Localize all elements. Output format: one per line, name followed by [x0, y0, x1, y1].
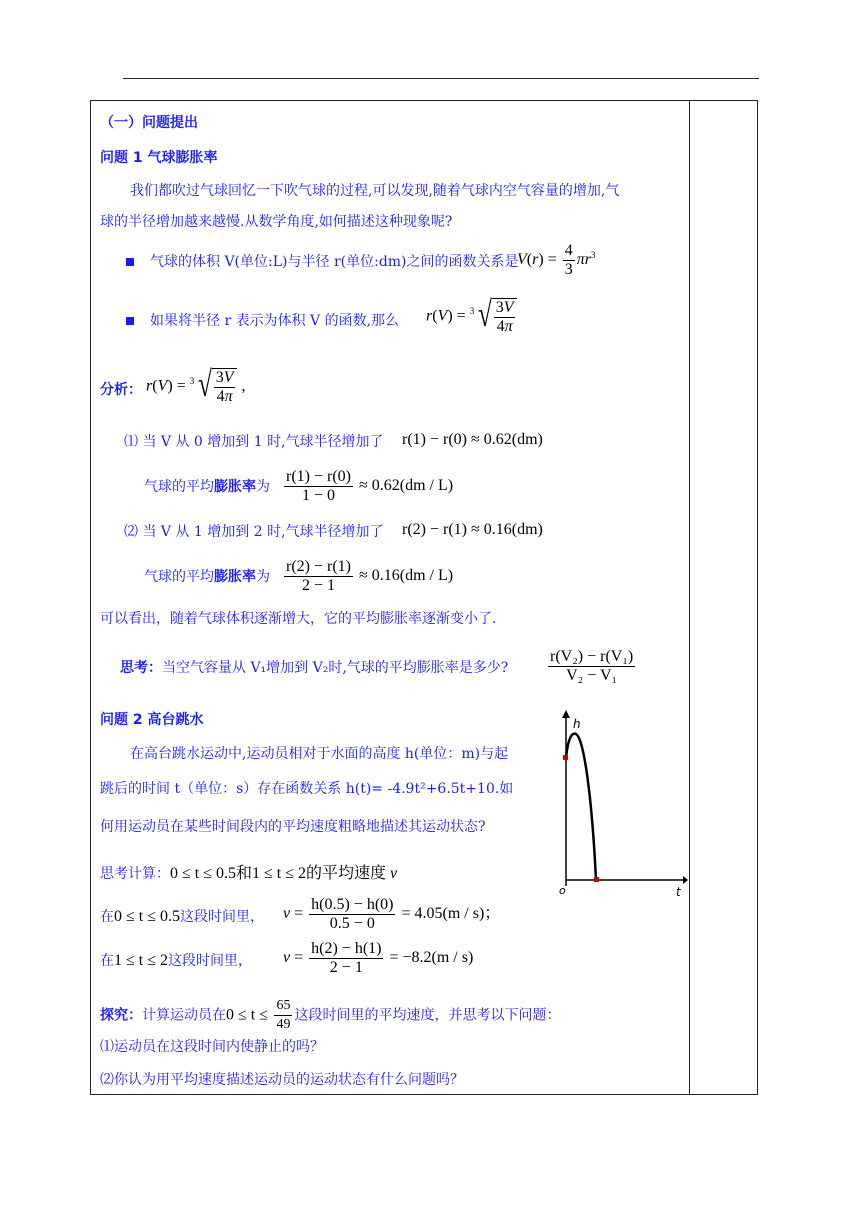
radius-formula: r(V) = 3 √ $\frac{3V}{4\pi}$: [426, 298, 517, 336]
h-axis-arrow-icon: [562, 710, 570, 718]
section-title: （一）问题提出: [100, 115, 198, 131]
header-rule: [123, 78, 759, 79]
problem1-heading: 问题 1 气球膨胀率: [100, 150, 218, 166]
bullet1-text: 气球的体积 V(单位:L)与半径 r(单位:dm)之间的函数关系是: [150, 254, 519, 270]
bullet-square-icon: [126, 258, 134, 266]
avg1-label: 气球的平均膨胀率为: [144, 479, 270, 495]
avg1-formula: $\frac{r(1) - r(0)}{1 - 0}$ ≈ 0.62(dm / L): [286, 468, 454, 504]
bullet2-text: 如果将半径 r 表示为体积 V 的函数,那么: [150, 313, 400, 329]
volume-formula: V(r) = $\frac{4}{3}$ $\pi r^3$: [517, 242, 596, 278]
conclusion-text: 可以看出，随着气球体积逐渐增大，它的平均膨胀率逐渐变小了.: [100, 611, 497, 627]
bullet-square-icon: [126, 317, 134, 325]
question2: ⑵你认为用平均速度描述运动员的运动状态有什么问题吗？: [100, 1072, 464, 1088]
think-line: 思考：当空气容量从 V₁增加到 V₂时,气球的平均膨胀率是多少?: [120, 660, 509, 676]
question1: ⑴运动员在这段时间内使静止的吗？: [100, 1039, 324, 1055]
graph-x-label: t: [676, 885, 681, 898]
think-formula: $\frac{\text{r(V₂) − r(V₁)}}{\text{V₂ − V₁}}$: [550, 648, 634, 684]
segment1-formula: v = $\frac{h(0.5) - h(0)}{0.5 - 0}$ = 4.05(m / s)；: [283, 896, 501, 932]
step1-result: r(1) − r(0) ≈ 0.62(dm): [402, 431, 543, 448]
problem2-intro-line1: 在高台跳水运动中,运动员相对于水面的高度 h(单位：m)与起: [130, 746, 509, 762]
graph-origin-label: o: [559, 884, 566, 897]
t-axis-arrow-icon: [683, 876, 688, 884]
problem2-intro-line2: 跳后的时间 t（单位：s）存在函数关系 h(t)= -4.9t²+6.5t+10.如: [100, 781, 514, 797]
trajectory-curve: [566, 734, 596, 880]
problem1-intro-line1: 我们都吹过气球回忆一下吹气球的过程,可以发现,随着气球内空气容量的增加,气: [130, 183, 620, 199]
graph-y-label: h: [573, 717, 581, 731]
problem1-intro-line2: 球的半径增加越来越慢.从数学角度,如何描述这种现象呢?: [100, 214, 453, 230]
avg2-formula: $\frac{r(2) - r(1)}{2 - 1}$ ≈ 0.16(dm / L): [286, 558, 454, 594]
end-marker: [594, 877, 599, 882]
table-column-divider: [689, 100, 690, 1095]
segment2-formula: v = $\frac{h(2) - h(1)}{2 - 1}$ = −8.2(m / s): [283, 940, 474, 976]
step2-text: ⑵ 当 V 从 1 增加到 2 时,气球半径增加了: [124, 524, 384, 540]
explore-line: 探究：计算运动员在0 ≤ t ≤ $\frac{65}{49}$ 这段时间里的平均速度，并思考以下问题：: [100, 998, 561, 1032]
avg2-label: 气球的平均膨胀率为: [144, 569, 270, 585]
start-marker: [563, 755, 568, 760]
segment1-line: 在0 ≤ t ≤ 0.5这段时间里，: [100, 908, 265, 925]
step2-result: r(2) − r(1) ≈ 0.16(dm): [402, 521, 543, 538]
step1-text: ⑴ 当 V 从 0 增加到 1 时,气球半径增加了: [124, 434, 384, 450]
height-time-graph: [548, 708, 688, 898]
segment2-line: 在1 ≤ t ≤ 2这段时间里，: [100, 952, 253, 969]
problem2-intro-line3: 何用运动员在某些时间段内的平均速度粗略地描述其运动状态?: [100, 819, 486, 835]
analysis-formula: r(V) = 3 √ $\frac{3V}{4\pi}$ ,: [146, 364, 246, 405]
calc-line: 思考计算：0 ≤ t ≤ 0.5和1 ≤ t ≤ 2的平均速度 v: [100, 865, 398, 882]
problem2-heading: 问题 2 高台跳水: [100, 712, 204, 728]
analysis-label: 分析：: [100, 382, 142, 398]
